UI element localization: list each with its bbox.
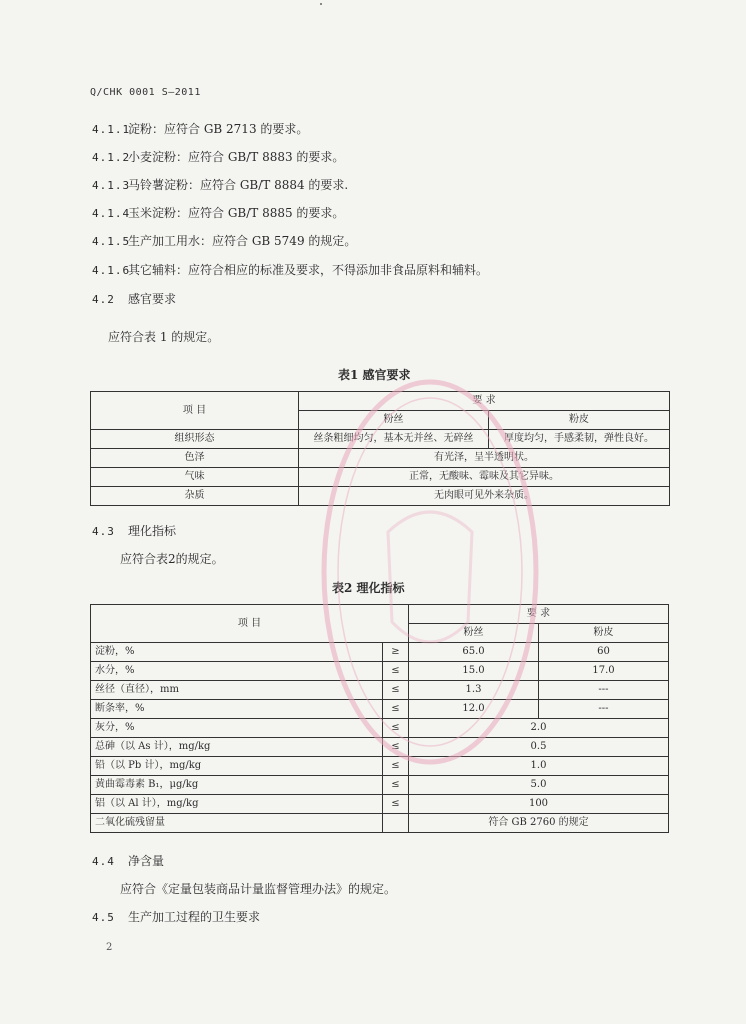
row-value-fensi: 丝条粗细均匀，基本无并丝、无碎丝 [299,430,489,449]
row-value: 0.5 [409,738,669,757]
section-4-4-text: 应符合《定量包装商品计量监督管理办法》的规定。 [120,882,397,896]
table2-header-req: 要 求 [409,605,669,624]
section-title: 感官要求 [128,292,177,306]
row-item: 断条率，% [91,700,383,719]
row-value: 1.0 [409,757,669,776]
table-row [91,814,669,833]
clause-number: 4.1.2 [92,151,131,164]
row-item: 丝径（直径），mm [91,681,383,700]
row-value-fensi: 1.3 [409,681,539,700]
row-operator: ≤ [383,719,409,738]
clause-text: 生产加工用水：应符合 GB 5749 的规定。 [128,234,357,248]
section-title: 理化指标 [128,524,177,538]
row-item: 组织形态 [91,430,299,449]
row-value-fenpi: --- [539,700,669,719]
section-title: 净含量 [128,854,165,868]
clause-text: 其它辅料：应符合相应的标准及要求，不得添加非食品原料和辅料。 [128,263,489,277]
row-value: 100 [409,795,669,814]
clause-4-1-4 [92,204,344,221]
section-4-4-heading [92,852,164,869]
row-value-fensi: 65.0 [409,643,539,662]
row-value-fensi: 12.0 [409,700,539,719]
clause-text: 淀粉：应符合 GB 2713 的要求。 [128,122,309,136]
clause-number: 4.1.5 [92,235,131,248]
row-value-fenpi: --- [539,681,669,700]
row-item: 黄曲霉毒素 B₁，μg/kg [91,776,383,795]
row-item: 杂质 [91,487,299,506]
clause-4-1-6 [92,261,488,278]
row-item: 水分，% [91,662,383,681]
clause-4-1-2 [92,148,344,165]
row-value: 有光泽，呈半透明状。 [299,449,670,468]
row-item: 总砷（以 As 计），mg/kg [91,738,383,757]
table2-caption: 表2 理化指标 [332,581,405,595]
row-item: 灰分，% [91,719,383,738]
section-number: 4.2 [92,293,115,306]
section-4-2-heading [92,290,176,307]
table1-header-fensi: 粉丝 [299,411,489,430]
row-value-fenpi: 60 [539,643,669,662]
clause-text: 玉米淀粉：应符合 GB/T 8885 的要求。 [128,206,345,220]
row-operator: ≤ [383,738,409,757]
seal-inner-ring [338,398,522,746]
table-row [91,776,669,795]
page-number: 2 [106,942,113,953]
row-value: 正常，无酸味、霉味及其它异味。 [299,468,670,487]
clause-number: 4.1.6 [92,264,131,277]
row-item: 铅（以 Pb 计），mg/kg [91,757,383,776]
section-4-5-heading [92,908,260,925]
seal-inner-mark [388,512,472,642]
clause-4-1-1 [92,120,308,137]
row-operator [383,814,409,833]
row-value-fensi: 15.0 [409,662,539,681]
row-operator: ≤ [383,776,409,795]
table1-caption: 表1 感官要求 [338,368,411,382]
section-4-2-text: 应符合表 1 的规定。 [108,330,220,344]
row-operator: ≥ [383,643,409,662]
row-operator: ≤ [383,700,409,719]
clause-4-1-5 [92,232,356,249]
row-operator: ≤ [383,662,409,681]
clause-number: 4.1.1 [92,123,131,136]
section-4-3-text: 应符合表2的规定。 [120,552,224,566]
table2-header-fenpi: 粉皮 [539,624,669,643]
clause-text: 马铃薯淀粉：应符合 GB/T 8884 的要求. [128,178,349,192]
clause-text: 小麦淀粉：应符合 GB/T 8883 的要求。 [128,150,345,164]
table2-header-fensi: 粉丝 [409,624,539,643]
document-code: Q/CHK 0001 S—2011 [90,87,201,98]
section-number: 4.5 [92,911,115,924]
row-value-fenpi: 17.0 [539,662,669,681]
row-item: 二氧化硫残留量 [91,814,383,833]
row-operator: ≤ [383,795,409,814]
row-value: 2.0 [409,719,669,738]
row-value-fenpi: 厚度均匀，手感柔韧，弹性良好。 [489,430,670,449]
row-value: 符合 GB 2760 的规定 [409,814,669,833]
row-operator: ≤ [383,757,409,776]
clause-4-1-3 [92,176,348,193]
row-item: 淀粉，% [91,643,383,662]
table2-header-item: 项 目 [91,605,409,643]
row-item: 铝（以 Al 计），mg/kg [91,795,383,814]
row-item: 色泽 [91,449,299,468]
row-value: 5.0 [409,776,669,795]
table-row [91,795,669,814]
row-operator: ≤ [383,681,409,700]
clause-number: 4.1.3 [92,179,131,192]
official-seal-stamp [318,372,542,772]
table1-header-req: 要 求 [299,392,670,411]
section-4-3-heading [92,522,176,539]
clause-number: 4.1.4 [92,207,131,220]
row-item: 气味 [91,468,299,487]
table1-header-item: 项 目 [91,392,299,430]
seal-outer-ring [324,382,536,762]
table1-header-fenpi: 粉皮 [489,411,670,430]
section-title: 生产加工过程的卫生要求 [128,910,261,924]
section-number: 4.3 [92,525,115,538]
section-number: 4.4 [92,855,115,868]
row-value: 无肉眼可见外来杂质。 [299,487,670,506]
scan-mark [320,3,322,5]
